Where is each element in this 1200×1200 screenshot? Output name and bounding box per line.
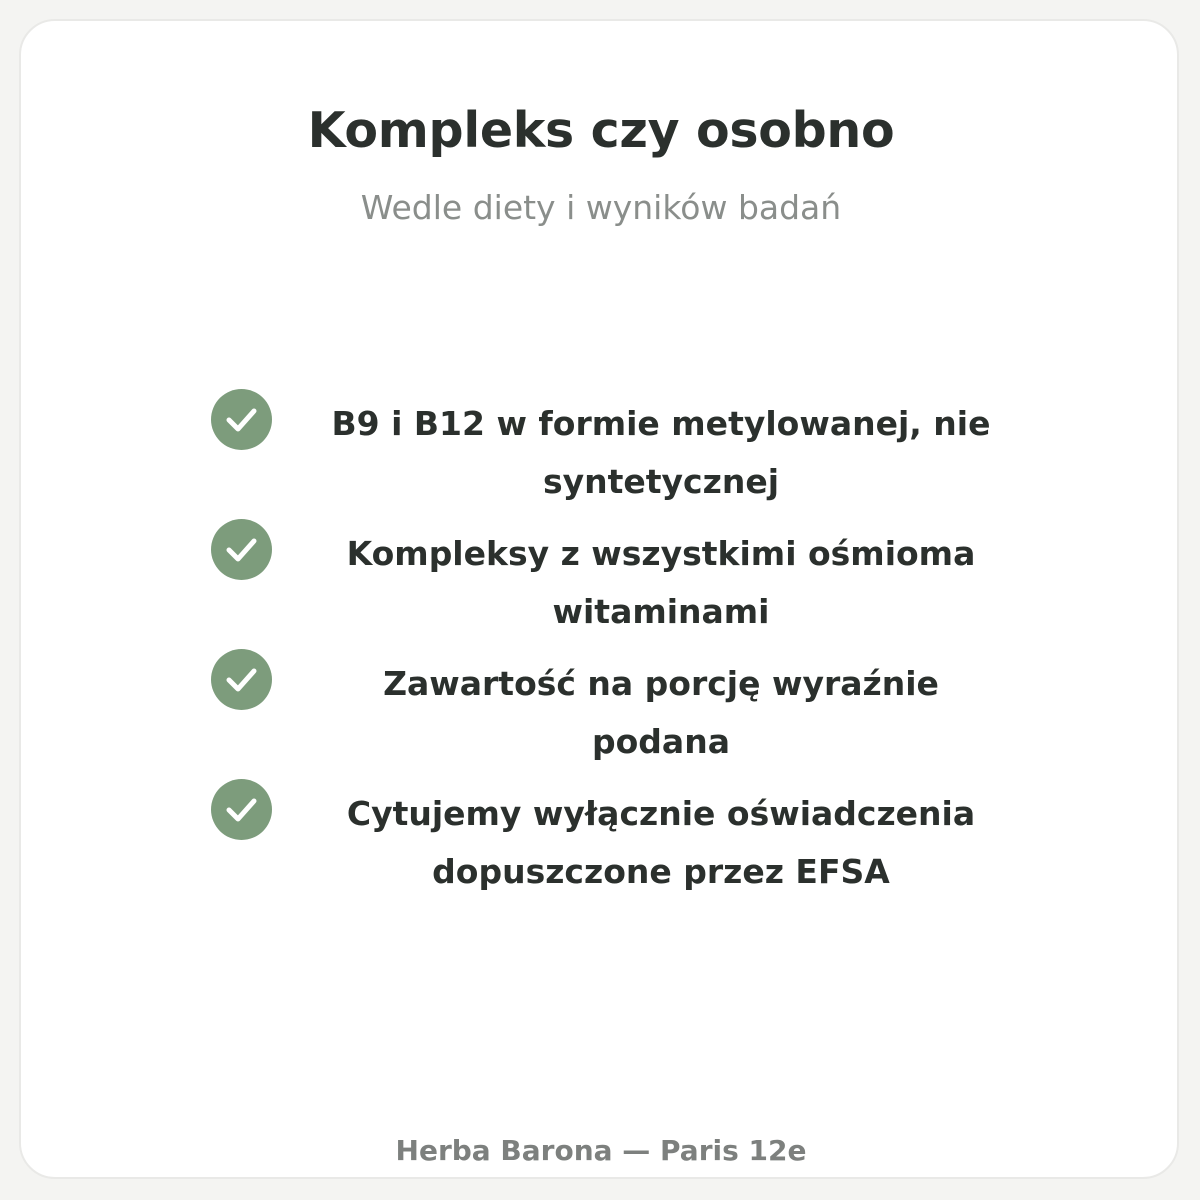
checklist-item-label: Kompleksy z wszystkimi ośmioma witaminami [346,534,976,631]
checklist-item-label: Zawartość na porcję wyraźnie podana [383,664,939,761]
page-subtitle: Wedle diety i wyników badań [360,188,842,227]
check-circle-icon [211,389,272,450]
check-circle-icon [211,779,272,840]
check-circle-icon [211,519,272,580]
checklist-item-label: Cytujemy wyłącznie oświadczenia dopuszczone przez EFSA [346,794,976,891]
page-title: Kompleks czy osobno [307,102,895,159]
card [19,19,1179,1179]
footer-brand: Herba Barona — Paris 12e [395,1134,807,1167]
check-circle-icon [211,649,272,710]
checklist-item-label: B9 i B12 w formie metylowanej, nie syntetycznej [331,404,991,501]
